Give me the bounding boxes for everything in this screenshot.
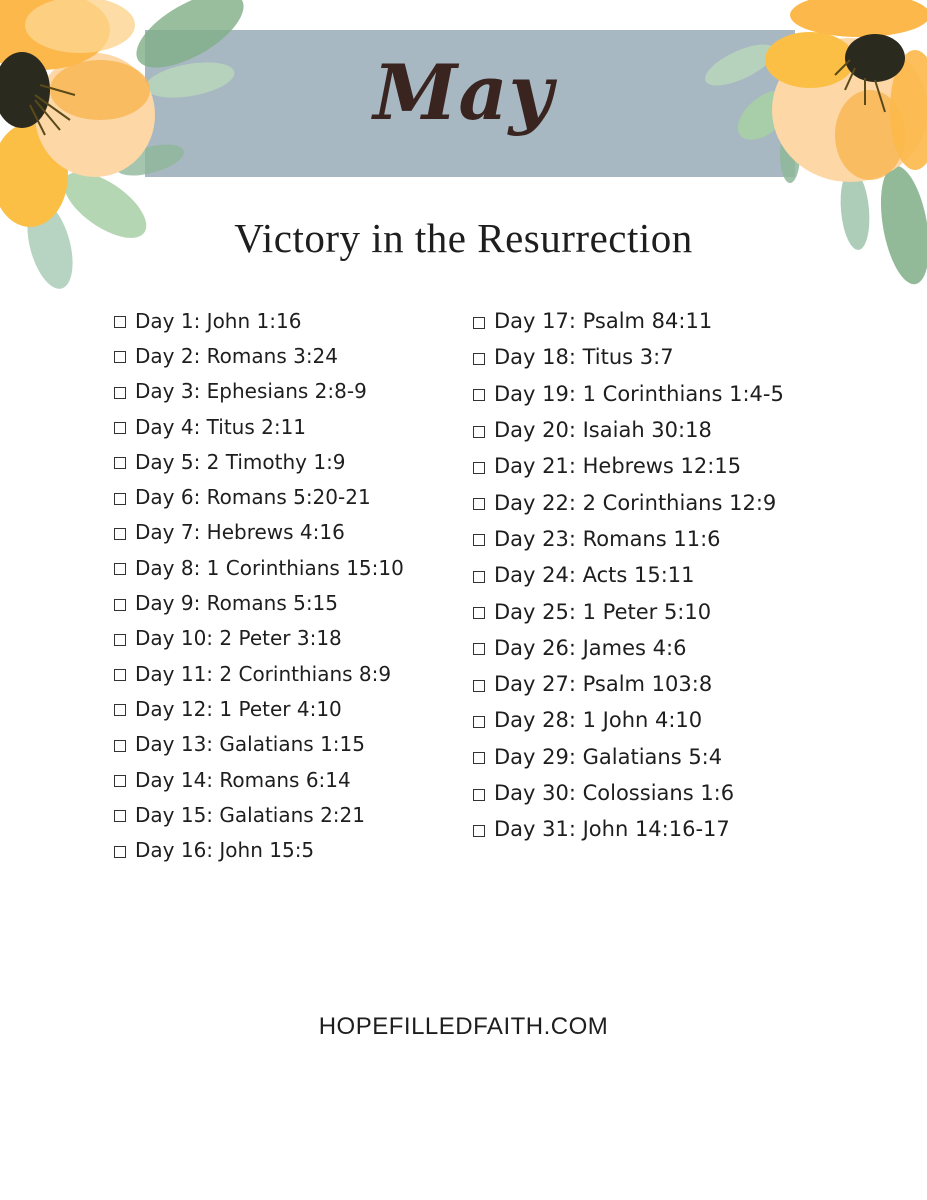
reading-item[interactable] xyxy=(473,739,784,775)
reading-item[interactable] xyxy=(114,338,404,373)
reading-label: Day 6: Romans 5:20-21 xyxy=(135,485,371,510)
checkbox-icon[interactable] xyxy=(473,680,485,692)
reading-label: Day 30: Colossians 1:6 xyxy=(494,781,735,805)
reading-label: Day 3: Ephesians 2:8-9 xyxy=(135,379,367,404)
reading-label: Day 10: 2 Peter 3:18 xyxy=(135,626,342,651)
reading-item[interactable] xyxy=(114,515,404,550)
reading-label: Day 1: John 1:16 xyxy=(135,308,302,333)
checkbox-icon[interactable] xyxy=(473,426,485,438)
checkbox-icon[interactable] xyxy=(473,825,485,837)
reading-item[interactable] xyxy=(114,832,404,867)
reading-label: Day 31: John 14:16-17 xyxy=(494,817,730,842)
reading-item[interactable] xyxy=(473,811,784,847)
reading-item[interactable] xyxy=(473,376,784,412)
reading-item[interactable] xyxy=(114,585,404,620)
reading-label: Day 2: Romans 3:24 xyxy=(135,343,339,368)
reading-label: Day 22: 2 Corinthians 12:9 xyxy=(494,490,777,515)
reading-item[interactable] xyxy=(114,374,404,409)
reading-label: Day 5: 2 Timothy 1:9 xyxy=(135,449,346,474)
reading-label: Day 23: Romans 11:6 xyxy=(494,526,721,551)
reading-list-right-column xyxy=(473,303,784,847)
reading-label: Day 17: Psalm 84:11 xyxy=(494,309,713,334)
checkbox-icon[interactable] xyxy=(114,387,126,399)
reading-item[interactable] xyxy=(114,762,404,797)
checkbox-icon[interactable] xyxy=(114,810,126,822)
reading-label: Day 12: 1 Peter 4:10 xyxy=(135,696,342,721)
reading-label: Day 15: Galatians 2:21 xyxy=(135,802,365,827)
reading-label: Day 9: Romans 5:15 xyxy=(135,591,339,616)
checkbox-icon[interactable] xyxy=(114,422,126,434)
reading-item[interactable] xyxy=(114,727,404,762)
reading-item[interactable] xyxy=(473,448,784,484)
reading-label: Day 26: James 4:6 xyxy=(494,635,687,660)
reading-label: Day 25: 1 Peter 5:10 xyxy=(494,599,712,624)
reading-item[interactable] xyxy=(473,775,784,811)
checkbox-icon[interactable] xyxy=(473,752,485,764)
reading-label: Day 28: 1 John 4:10 xyxy=(494,708,703,733)
checkbox-icon[interactable] xyxy=(473,643,485,655)
checkbox-icon[interactable] xyxy=(114,493,126,505)
reading-item[interactable] xyxy=(473,702,784,738)
reading-item[interactable] xyxy=(114,621,404,656)
checkbox-icon[interactable] xyxy=(473,317,485,329)
reading-label: Day 14: Romans 6:14 xyxy=(135,767,351,792)
reading-item[interactable] xyxy=(473,484,784,520)
reading-item[interactable] xyxy=(114,303,404,338)
reading-label: Day 19: 1 Corinthians 1:4-5 xyxy=(494,381,784,406)
checkbox-icon[interactable] xyxy=(114,669,126,681)
reading-label: Day 7: Hebrews 4:16 xyxy=(135,520,345,545)
checkbox-icon[interactable] xyxy=(114,775,126,787)
checkbox-icon[interactable] xyxy=(473,462,485,474)
reading-label: Day 18: Titus 3:7 xyxy=(494,345,674,370)
website-footer: HOPEFILLEDFAITH.COM xyxy=(318,1013,609,1040)
plan-subtitle: Victory in the Resurrection xyxy=(234,215,693,261)
checkbox-icon[interactable] xyxy=(114,599,126,611)
reading-label: Day 27: Psalm 103:8 xyxy=(494,672,713,697)
reading-item[interactable] xyxy=(473,339,784,375)
checkbox-icon[interactable] xyxy=(473,534,485,546)
reading-label: Day 16: John 15:5 xyxy=(135,838,315,863)
checkbox-icon[interactable] xyxy=(114,316,126,328)
reading-label: Day 11: 2 Corinthians 8:9 xyxy=(135,661,392,686)
reading-item[interactable] xyxy=(114,409,404,444)
reading-label: Day 21: Hebrews 12:15 xyxy=(494,454,742,479)
checkbox-icon[interactable] xyxy=(114,528,126,540)
reading-item[interactable] xyxy=(114,479,404,514)
reading-label: Day 24: Acts 15:11 xyxy=(494,563,695,588)
checkbox-icon[interactable] xyxy=(114,351,126,363)
checkbox-icon[interactable] xyxy=(114,563,126,575)
reading-label: Day 20: Isaiah 30:18 xyxy=(494,418,712,443)
checkbox-icon[interactable] xyxy=(473,789,485,801)
reading-item[interactable] xyxy=(114,550,404,585)
checkbox-icon[interactable] xyxy=(114,634,126,646)
checkbox-icon[interactable] xyxy=(473,607,485,619)
checkbox-icon[interactable] xyxy=(114,740,126,752)
reading-item[interactable] xyxy=(473,521,784,557)
reading-item[interactable] xyxy=(114,691,404,726)
reading-item[interactable] xyxy=(473,666,784,702)
checkbox-icon[interactable] xyxy=(114,846,126,858)
checkbox-icon[interactable] xyxy=(114,704,126,716)
month-title: May xyxy=(373,48,554,137)
reading-item[interactable] xyxy=(473,412,784,448)
reading-item[interactable] xyxy=(473,557,784,593)
reading-item[interactable] xyxy=(473,303,784,339)
reading-item[interactable] xyxy=(114,797,404,832)
reading-label: Day 4: Titus 2:11 xyxy=(135,414,307,439)
checkbox-icon[interactable] xyxy=(473,353,485,365)
checkbox-icon[interactable] xyxy=(473,571,485,583)
reading-label: Day 8: 1 Corinthians 15:10 xyxy=(135,555,404,580)
reading-label: Day 29: Galatians 5:4 xyxy=(494,744,723,769)
reading-item[interactable] xyxy=(473,593,784,629)
checkbox-icon[interactable] xyxy=(473,389,485,401)
reading-item[interactable] xyxy=(114,656,404,691)
reading-item[interactable] xyxy=(114,444,404,479)
reading-item[interactable] xyxy=(473,630,784,666)
checkbox-icon[interactable] xyxy=(473,498,485,510)
checkbox-icon[interactable] xyxy=(114,457,126,469)
checkbox-icon[interactable] xyxy=(473,716,485,728)
reading-label: Day 13: Galatians 1:15 xyxy=(135,732,365,757)
reading-list-left-column xyxy=(114,303,404,868)
